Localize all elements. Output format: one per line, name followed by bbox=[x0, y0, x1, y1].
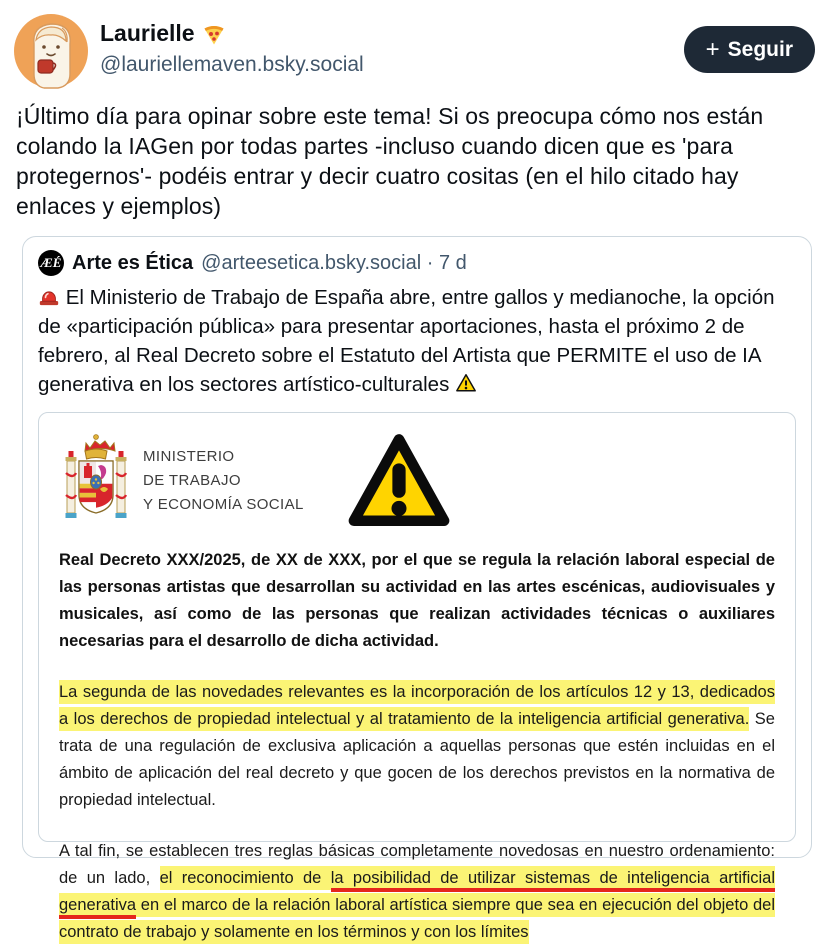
quoted-text-content: El Ministerio de Trabajo de España abre, entre gallos y medianoche, la opción de «participación pública» para presentar aportaciones, hasta el próximo 2 de febrero, al Real Decreto sobre el Estatuto del Artista que PERMITE el uso de IA generativa en los sectores artístico-culturales bbox=[38, 286, 775, 396]
document-letterhead bbox=[59, 433, 775, 531]
decree-paragraph-1 bbox=[59, 679, 775, 814]
ministry-name bbox=[143, 445, 304, 517]
ministry-line: MINISTERIO bbox=[143, 448, 235, 465]
avatar[interactable] bbox=[14, 14, 88, 88]
highlighted-segment: en el marco de la relación laboral artística siempre que sea en ejecución del objeto del contrato de trabajo y solamente en los términos y con los límites bbox=[59, 896, 775, 941]
paragraph-text: Se trata de una regulación de exclusiva aplicación a aquellas personas que estén incluidas en el ámbito de aplicación del real decreto y que gocen de los derechos previstos en la normativa de propiedad intelectual. bbox=[59, 710, 775, 809]
author-block bbox=[100, 14, 684, 77]
crown bbox=[85, 435, 115, 459]
shield bbox=[79, 461, 113, 513]
red-underlined-text: la posibilidad de utilizar sistemas de inteligencia artificial generativa bbox=[59, 869, 775, 919]
author-name[interactable]: Laurielle bbox=[100, 20, 195, 46]
paragraph-text: A tal fin, se establecen tres reglas básicas completamente novedosas en nuestro ordenamiento: de un lado, bbox=[59, 842, 775, 887]
embedded-document-image[interactable] bbox=[38, 412, 796, 941]
quoted-post-header bbox=[38, 250, 796, 276]
author-handle[interactable]: @lauriellemaven.bsky.social bbox=[100, 53, 364, 76]
decree-title: Real Decreto XXX/2025, de XX de XXX, por el que se regula la relación laboral especial de las personas artistas que desarrollan su actividad en las artes escénicas, audiovisuales y musicales, así como de las personas que realizan actividades técnicas o auxiliares necesarias para el desarrollo de dicha actividad. bbox=[59, 551, 775, 650]
highlighted-text: La segunda de las novedades relevantes es la incorporación de los artículos 12 y 13, dedicados a los derechos de propiedad intelectual y al tratamiento de la inteligencia artificial generativa. bbox=[59, 680, 775, 731]
warning-emoji-icon bbox=[455, 372, 477, 394]
quoted-author-name[interactable]: Arte es Ética bbox=[72, 251, 194, 274]
ministry-line: DE TRABAJO bbox=[143, 472, 241, 489]
decree-paragraph-2 bbox=[59, 838, 775, 946]
follow-button[interactable] bbox=[684, 26, 815, 73]
quoted-author-meta: @arteesetica.bsky.social · 7 d bbox=[201, 251, 467, 274]
spain-coat-of-arms bbox=[65, 433, 127, 529]
ministry-line: Y ECONOMÍA SOCIAL bbox=[143, 496, 304, 513]
highlighted-text bbox=[59, 866, 775, 944]
plus-icon: + bbox=[705, 35, 720, 63]
avatar-illustration bbox=[14, 14, 88, 88]
post-text: ¡Último día para opinar sobre este tema! Si os preocupa cómo nos están colando la IAGen por todas partes -incluso cuando dicen que es 'para protegernos'- podéis entrar y decir cuatro cositas (en el hilo citado hay enlaces y ejemplos) bbox=[16, 103, 764, 219]
highlighted-segment: el reconocimiento de bbox=[159, 869, 331, 887]
left-pillar bbox=[66, 451, 77, 518]
quoted-post-card[interactable] bbox=[22, 236, 812, 941]
post-header bbox=[0, 0, 833, 92]
pizza-icon bbox=[202, 22, 226, 46]
siren-icon bbox=[38, 285, 60, 307]
quoted-avatar[interactable]: ÆÉ bbox=[38, 250, 64, 276]
right-pillar bbox=[116, 451, 127, 518]
follow-button-label: Seguir bbox=[727, 37, 793, 61]
warning-triangle-icon bbox=[346, 431, 452, 531]
quoted-post-text bbox=[38, 283, 796, 399]
